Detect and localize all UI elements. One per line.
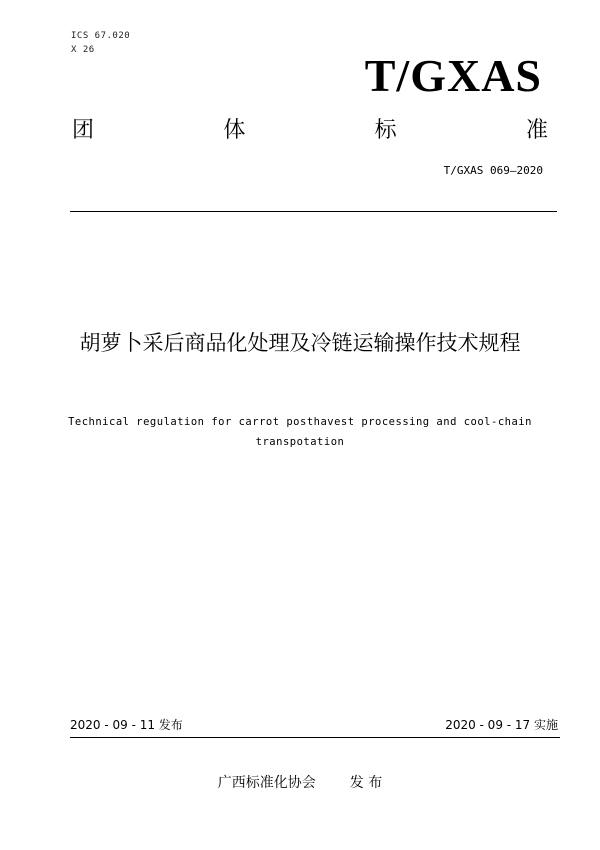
- chinese-title: 胡萝卜采后商品化处理及冷链运输操作技术规程: [79, 331, 521, 355]
- header-divider: [70, 211, 557, 212]
- ccs-code: X 26: [71, 45, 95, 55]
- category-char: 标: [374, 118, 397, 143]
- standard-number: T/GXAS 069—2020: [443, 164, 543, 177]
- classification-codes: [71, 29, 130, 57]
- category-char: 准: [525, 118, 548, 143]
- implementation-date: 2020 - 09 - 17 实施: [445, 718, 558, 732]
- issue-date: 2020 - 09 - 11 发布: [70, 718, 183, 732]
- publish-label: 发 布: [349, 775, 383, 791]
- standard-logo: T/GXAS: [364, 50, 542, 101]
- standard-category: [72, 116, 548, 146]
- category-char: 团: [72, 118, 95, 143]
- publisher-name: 广西标准化协会: [217, 775, 316, 791]
- category-char: 体: [223, 118, 246, 143]
- english-title: Technical regulation for carrot posthavest processing and cool-chain transpotation: [68, 416, 532, 448]
- publisher-line: [0, 774, 600, 792]
- footer-divider: [70, 737, 560, 738]
- ics-code: ICS 67.020: [71, 31, 131, 41]
